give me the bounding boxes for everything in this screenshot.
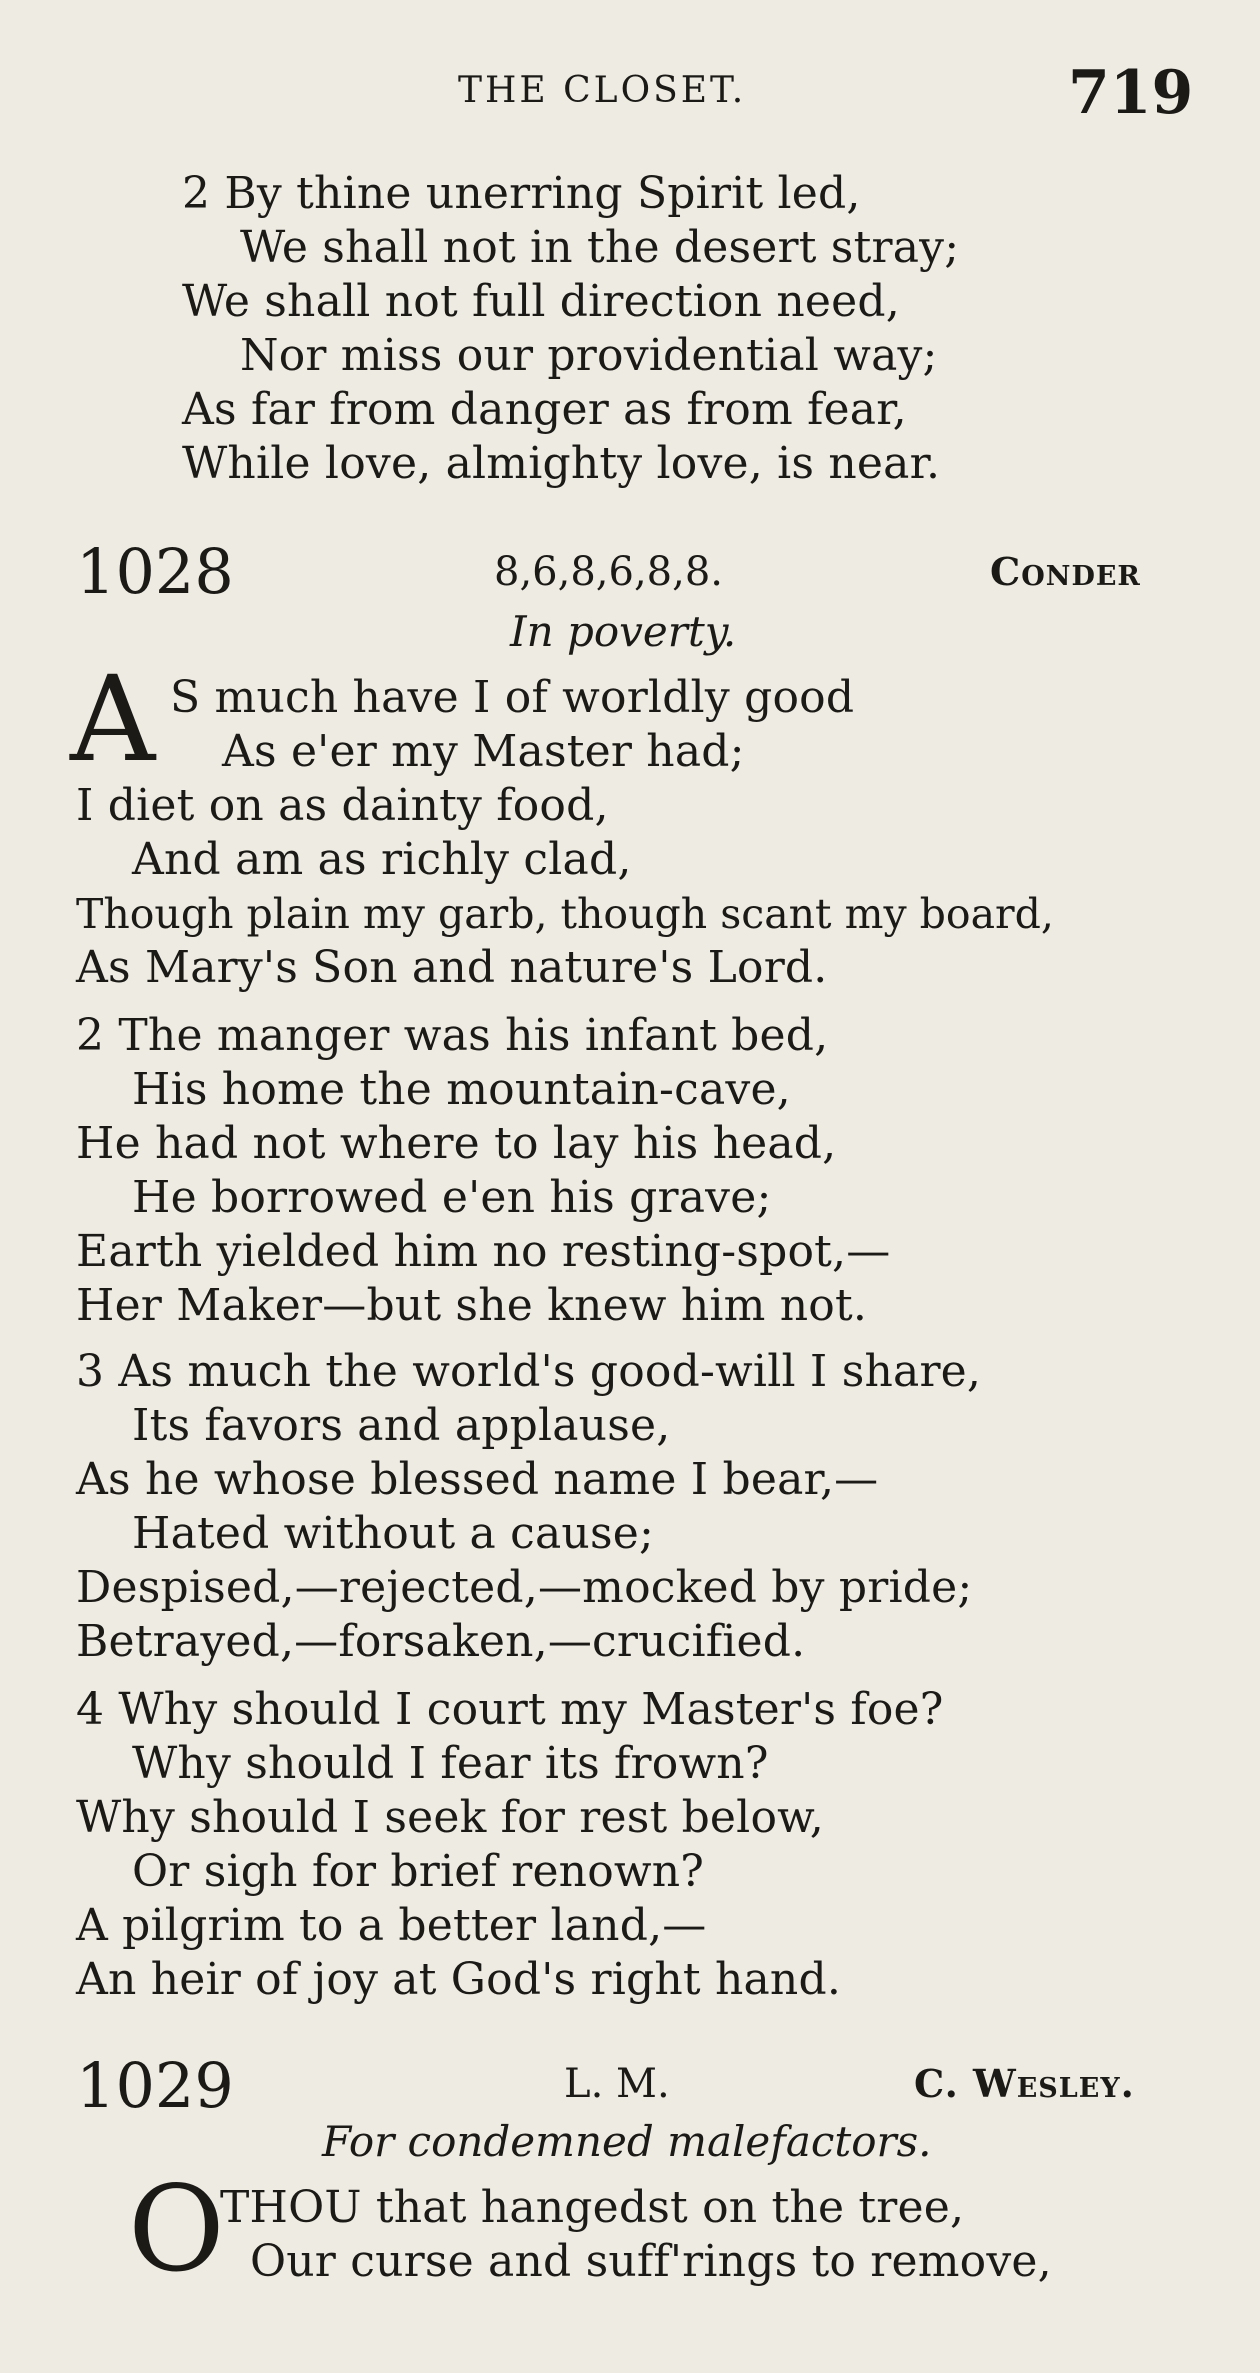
- hymn-author: Conder: [990, 549, 1141, 594]
- verse-line: 2 The manger was his infant bed,: [76, 1010, 829, 1061]
- hymn-author: C. Wesley.: [914, 2061, 1135, 2106]
- hymn-number: 1029: [76, 2049, 234, 2122]
- verse-line: He had not where to lay his head,: [76, 1118, 837, 1169]
- verse-line: As e'er my Master had;: [222, 726, 745, 777]
- hymn-meter: 8,6,8,6,8,8.: [494, 549, 723, 595]
- verse-line: 3 As much the world's good-will I share,: [76, 1346, 982, 1397]
- running-title: THE CLOSET.: [458, 70, 747, 111]
- verse-line: Or sigh for brief renown?: [132, 1846, 705, 1897]
- verse-line: A pilgrim to a better land,—: [76, 1900, 707, 1951]
- verse-line: An heir of joy at God's right hand.: [76, 1954, 842, 2005]
- verse-line: Why should I fear its frown?: [132, 1738, 769, 1789]
- verse-line: As he whose blessed name I bear,—: [76, 1454, 879, 1505]
- verse-line: Why should I seek for rest below,: [76, 1792, 824, 1843]
- verse-line: I diet on as dainty food,: [76, 780, 609, 831]
- verse-line: And am as richly clad,: [132, 834, 632, 885]
- verse-line: He borrowed e'en his grave;: [132, 1172, 772, 1223]
- verse-line: S much have I of worldly good: [170, 672, 855, 723]
- verse-line: Her Maker—but she knew him not.: [76, 1280, 868, 1331]
- verse-line: Though plain my garb, though scant my board,: [76, 890, 1054, 938]
- hymn-subtitle: In poverty.: [510, 607, 737, 656]
- hymn-meter: L. M.: [564, 2061, 670, 2107]
- verse-line: Nor miss our providential way;: [240, 330, 938, 381]
- verse-line: 4 Why should I court my Master's foe?: [76, 1684, 944, 1735]
- hymn-number: 1028: [76, 535, 234, 608]
- verse-line: Betrayed,—forsaken,—crucified.: [76, 1616, 806, 1667]
- verse-line: His home the mountain-cave,: [132, 1064, 791, 1115]
- verse-line: We shall not in the desert stray;: [240, 222, 960, 273]
- page-number: 719: [1068, 58, 1194, 128]
- verse-line: While love, almighty love, is near.: [182, 438, 941, 489]
- verse-line: Its favors and applause,: [132, 1400, 671, 1451]
- verse-line: Earth yielded him no resting-spot,—: [76, 1226, 891, 1277]
- verse-line: Our curse and suff'rings to remove,: [250, 2236, 1052, 2287]
- verse-line: Despised,—rejected,—mocked by pride;: [76, 1562, 973, 1613]
- verse-line: As Mary's Son and nature's Lord.: [76, 942, 828, 993]
- verse-line: 2 By thine unerring Spirit led,: [182, 168, 861, 219]
- verse-line: As far from danger as from fear,: [182, 384, 907, 435]
- drop-cap: A: [70, 650, 156, 788]
- drop-cap: O: [128, 2160, 225, 2298]
- verse-line: We shall not full direction need,: [182, 276, 900, 327]
- verse-line: Hated without a cause;: [132, 1508, 655, 1559]
- hymn-subtitle: For condemned malefactors.: [322, 2117, 932, 2166]
- verse-line: THOU that hangedst on the tree,: [220, 2182, 965, 2233]
